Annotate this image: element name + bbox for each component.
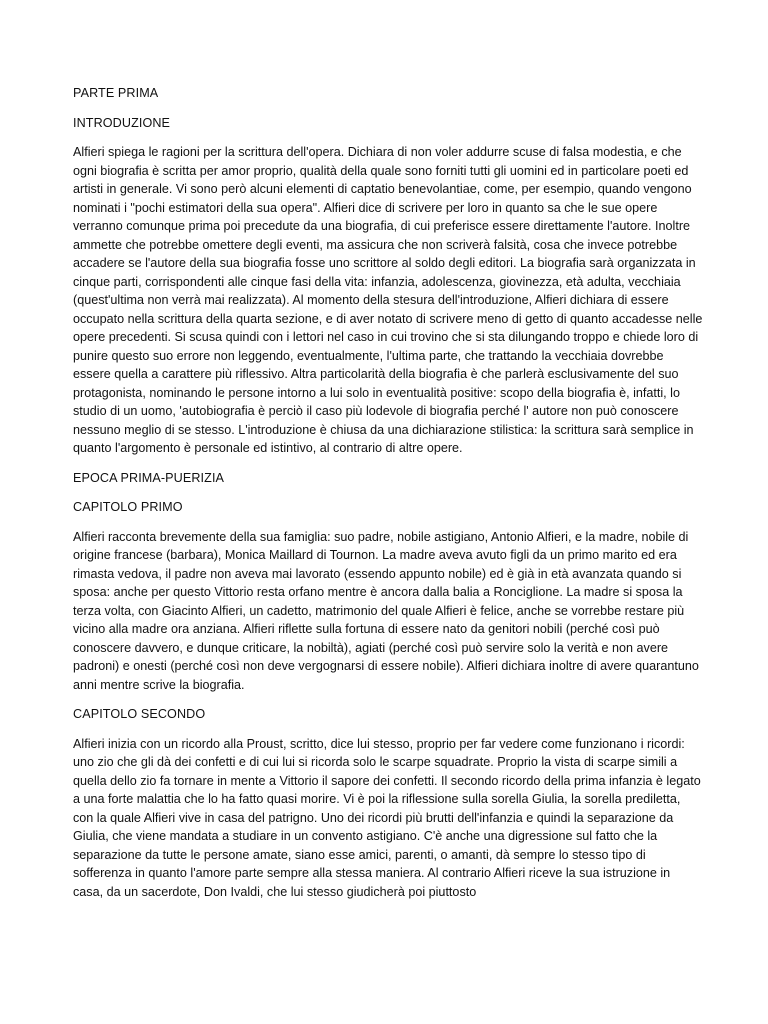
heading-parte-prima: PARTE PRIMA bbox=[73, 86, 159, 100]
heading-capitolo-secondo: CAPITOLO SECONDO bbox=[73, 707, 206, 721]
heading-capitolo-primo: CAPITOLO PRIMO bbox=[73, 500, 183, 514]
paragraph-introduzione: Alfieri spiega le ragioni per la scrittura dell'opera. Dichiara di non voler addurre scuse di falsa modestia, e che ogni biografia è scritta per amor proprio, qualità della quale sono forniti tutti gli uomini ed in particolare poeti ed artisti in generale. Vi sono però alcuni elementi di captatio benevolantiae, come, per esempio, quando vengono nominati i "pochi estimatori della sua opera". Alfieri dice di scrivere per loro in quanto sa che le sue opere verranno comunque prima poi precedute da una biografia, di cui preferisce essere direttamente l'autore. Inoltre ammette che potrebbe omettere degli eventi, ma assicura che non scriverà falsità, cosa che invece potrebbe accadere se l'autore della sua biografia fosse uno scrittore al soldo degli editori. La biografia sarà organizzata in cinque parti, corrispondenti alle cinque fasi della vita: infanzia, adolescenza, giovinezza, età adulta, vecchiaia (quest'ultima non verrà mai realizzata). Al momento della stesura dell'introduzione, Alfieri dichiara di essere occupato nella scrittura della quarta sezione, e di aver notato di scrivere meno di getto di quanto accadesse nelle opere precedenti. Si scusa quindi con i lettori nel caso in cui trovino che si sta dilungando troppo e chiede loro di punire questo suo errore non leggendo, eventualmente, l'ultima parte, che trattando la vecchiaia dovrebbe essere quella a carattere più riflessivo. Altra particolarità della biografia è che parlerà esclusivamente del suo protagonista, nominando le persone intorno a lui solo in eventualità positive: scopo della biografia è, infatti, lo studio di un uomo, 'autobiografia è perciò il caso più lodevole di biografia perché l' autore non può conoscere nessuno meglio di se stesso. L'introduzione è chiusa da una dichiarazione stilistica: la scrittura sarà semplice in quanto l'argomento è personale ed istintivo, al contrario di altre opere. bbox=[73, 145, 703, 455]
document-page bbox=[73, 84, 703, 912]
heading-introduzione: INTRODUZIONE bbox=[73, 115, 171, 130]
paragraph-capitolo-secondo: Alfieri inizia con un ricordo alla Proust, scritto, dice lui stesso, proprio per far vedere come funzionano i ricordi: uno zio che gli dà dei confetti e di cui lui si ricorda solo le scarpe squadrate. Proprio la vista di scarpe simili a quella dello zio fa tornare in mente a Vittorio il sapore dei confetti. Il secondo ricordo della prima infanzia è legato a una forte malattia che lo ha fatto quasi morire. Vi è poi la riflessione sulla sorella Giulia, la sorella prediletta, con la quale Alfieri vive in casa del patrigno. Uno dei ricordi più brutti dell'infanzia e quindi la separazione da Giulia, che viene mandata a studiare in un convento astigiano. C'è anche una digressione sul fatto che la separazione da tutte le persone amate, siano esse amici, parenti, o amanti, dà sempre lo stesso tipo di sofferenza in quanto l'amore parte sempre alla stessa maniera. Al contrario Alfieri riceve la sua istruzione in casa, da un sacerdote, Don Ivaldi, che lui stesso giudicherà poi piuttosto bbox=[73, 736, 701, 899]
heading-epoca-prima: EPOCA PRIMA-PUERIZIA bbox=[73, 470, 225, 485]
paragraph-capitolo-primo: Alfieri racconta brevemente della sua famiglia: suo padre, nobile astigiano, Antonio Alfieri, e la madre, nobile di origine francese (barbara), Monica Maillard di Tournon. La madre aveva avuto figli da un primo marito ed era rimasta vedova, il padre non aveva mai lavorato (essendo appunto nobile) ed è già in età avanzata quando si sposa: anche per questo Vittorio resta orfano mentre è ancora dalla balia a Ronciglione. La madre si sposa la terza volta, con Giacinto Alfieri, un cadetto, matrimonio del quale Alfieri è felice, anche se vorrebbe restare più vicino alla madre ora anziana. Alfieri riflette sulla fortuna di essere nato da genitori nobili (perché così può conoscere davvero, e dunque criticare, la nobiltà), agiati (perché così può servire solo la verità e non avere padroni) e onesti (perché così non deve vergognarsi di essere nobile). Alfieri dichiara inoltre di avere quarantuno anni mentre scrive la biografia. bbox=[73, 529, 699, 692]
